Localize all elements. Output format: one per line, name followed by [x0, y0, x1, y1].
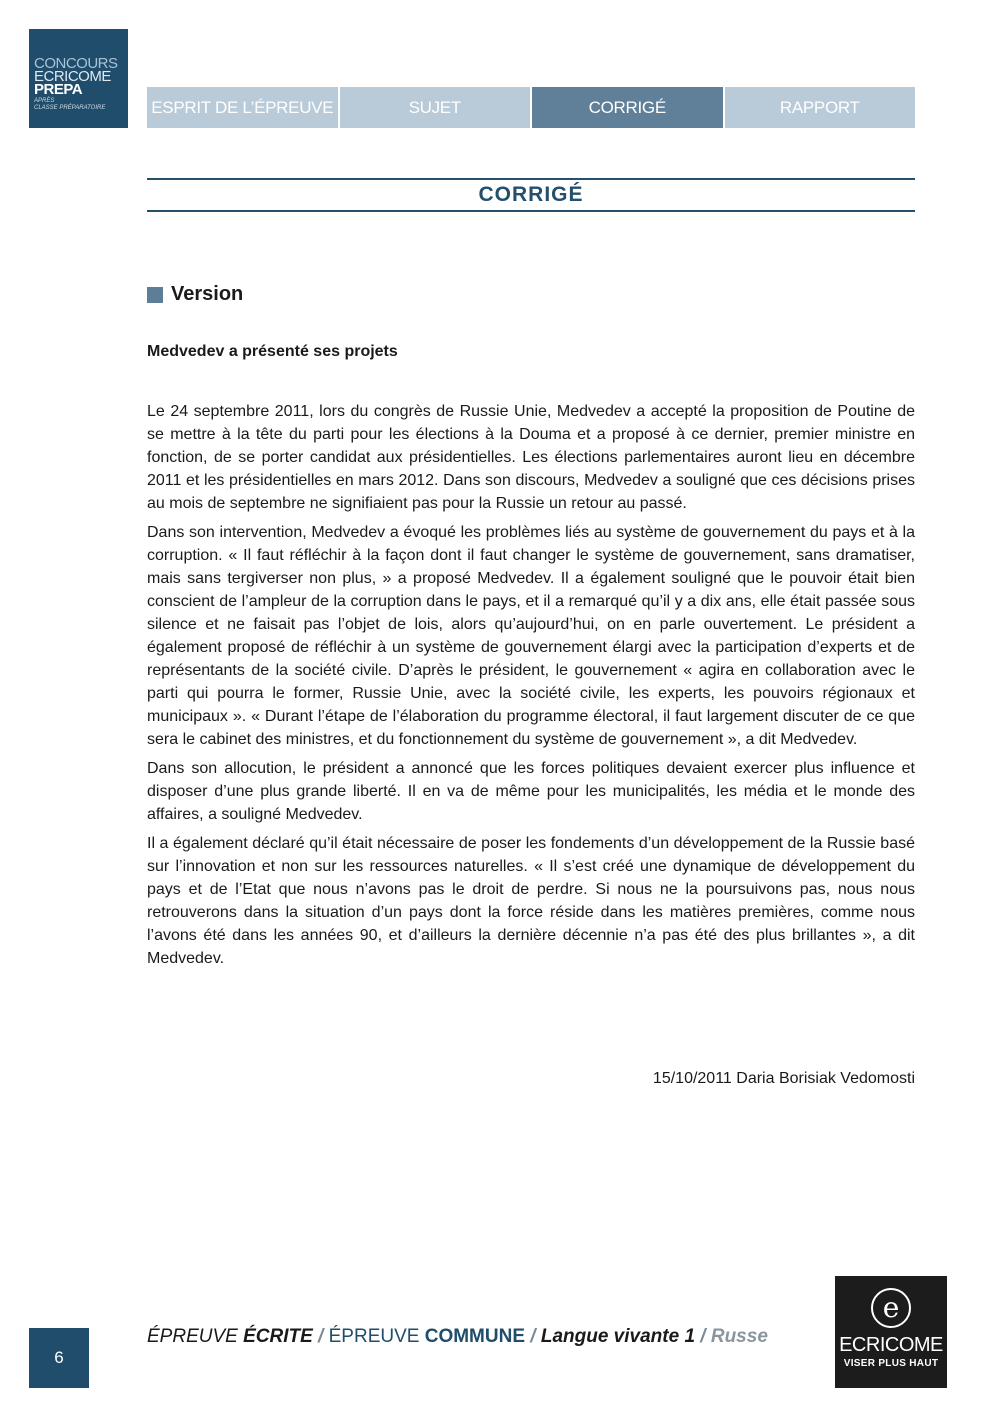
footer-separator: / — [525, 1326, 541, 1347]
section-title-bar — [147, 178, 915, 212]
footer-separator: / — [312, 1326, 329, 1347]
brand-name: ECRICOME — [839, 1334, 943, 1356]
tab-sujet[interactable]: SUJET — [340, 87, 531, 128]
logo-line-classe: CLASSE PRÉPARATOIRE — [34, 105, 106, 111]
subheading — [147, 283, 243, 306]
brand-tagline: VISER PLUS HAUT — [843, 1358, 939, 1369]
e-logo-icon: e — [871, 1288, 911, 1328]
page-number: 6 — [29, 1328, 89, 1388]
article-source: 15/10/2011 Daria Borisiak Vedomosti — [652, 1070, 915, 1087]
paragraph: Le 24 septembre 2011, lors du congrès de Russie Unie, Medvedev a accepté la proposition de Poutine de se mettre à la tête du parti pour les élections à la Douma et a proposé à ce dernier, premier ministre en fonction, de se porter candidat aux présidentielles. Les élections parlementaires auront lieu en décembre 2011 et les présidentielles en mars 2012. Dans son discours, Medvedev a souligné que ces décisions prises au mois de septembre ne signifiaient pas pour la Russie un retour au passé. — [147, 403, 915, 512]
footer-commune: COMMUNE — [424, 1326, 525, 1347]
section-title: CORRIGÉ — [478, 183, 584, 206]
tab-esprit[interactable]: ESPRIT DE L’ÉPREUVE — [147, 87, 338, 128]
footer-ecrite: ÉCRITE — [243, 1326, 313, 1347]
footer-epreuve-2: ÉPREUVE — [328, 1326, 425, 1347]
paragraph: Dans son allocution, le président a annoncé que les forces politiques devaient exercer plus influence et disposer d’une plus grande liberté. Il en va de même pour les municipalités, les média et le monde des affaires, a souligné Medvedev. — [147, 760, 915, 823]
footer-separator: / — [695, 1326, 711, 1347]
footer-russe: Russe — [710, 1326, 768, 1347]
tab-rapport[interactable]: RAPPORT — [725, 87, 916, 128]
paragraph: Dans son intervention, Medvedev a évoqué les problèmes liés au système de gouvernement du pays et à la corruption. « Il faut réfléchir à la façon dont il faut changer le système de gouvernement, sans dramatiser, mais sans tergiverser non plus, » a proposé Medvedev. Il a également souligné que le pouvoir était bien conscient de l’ampleur de la corruption dans le pays, et il a remarqué qu’il y a dix ans, elle était passée sous silence et ne faisait pas l’objet de lois, alors qu’aujourd’hui, on en parle ouvertement. Le président a également proposé de réfléchir à un système de gouvernement élargi avec la participation d’experts et de représentants de la société civile. D’après le président, le gouvernement « agira en collaboration avec le parti qui pourra le former, Russie Unie, avec la société civile, les experts, les pouvoirs régionaux et municipaux ». « Durant l’étape de l’élaboration du programme électoral, il faut largement discuter de ce que sera le cabinet des ministres, et du fonctionnement du système de gouvernement », a dit Medvedev. — [147, 524, 915, 748]
article-body — [147, 400, 915, 976]
logo-line-apres: APRÈS — [34, 98, 55, 104]
footer-langue: Langue vivante 1 — [540, 1326, 696, 1347]
section-tabs — [147, 87, 915, 128]
footer-caption — [147, 1326, 768, 1348]
logo-line-ecricome: ECRICOME — [34, 68, 111, 85]
logo-line-prepa: PREPA — [34, 81, 83, 98]
square-bullet-icon — [147, 287, 163, 303]
paragraph: Il a également déclaré qu’il était nécessaire de poser les fondements d’un développement de la Russie basé sur l’innovation et non sur les ressources naturelles. « Il s’est créé une dynamique de développement du pays et de l’Etat que nous n’avons pas le droit de perdre. Si nous ne la poursuivons pas, nous nous retrouverons dans la situation d’un pays dont la force réside dans les matières premières, comme nous l’avons été dans les années 90, et d’ailleurs la dernière décennie n’a pas été des plus brillantes », a dit Medvedev. — [147, 835, 915, 967]
article-title: Medvedev a présenté ses projets — [147, 343, 398, 360]
concours-logo — [29, 29, 128, 128]
logo-line-concours: CONCOURS — [34, 55, 118, 72]
tab-corrige[interactable]: CORRIGÉ — [532, 87, 723, 128]
footer-epreuve: ÉPREUVE — [147, 1326, 244, 1347]
subheading-text: Version — [171, 283, 244, 305]
ecricome-logo — [835, 1276, 947, 1388]
